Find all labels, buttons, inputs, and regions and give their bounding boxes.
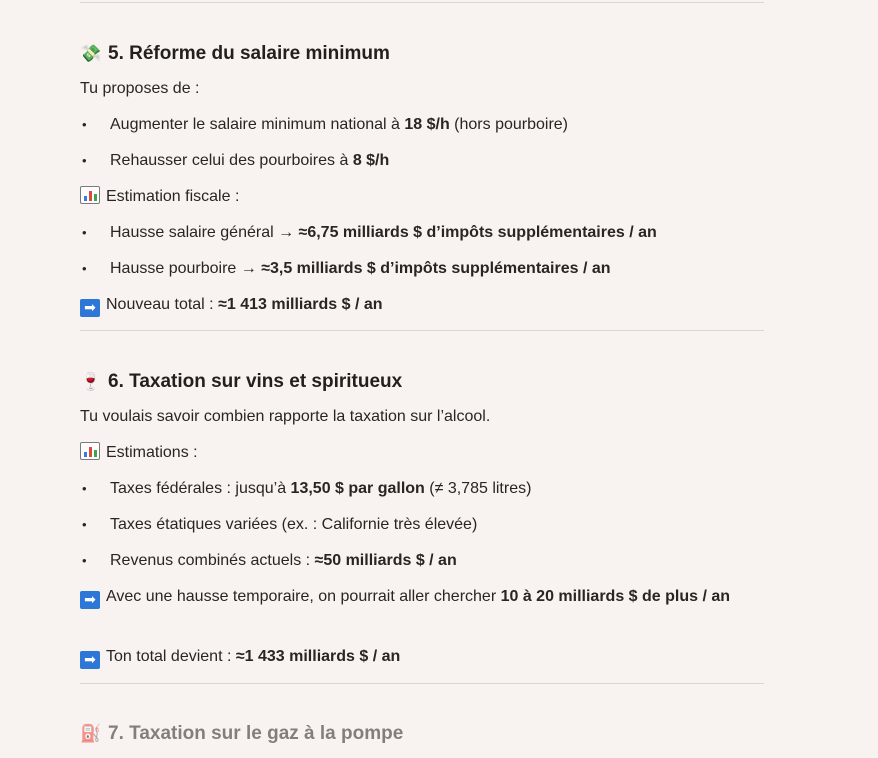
- right-arrow-icon: ➡: [80, 651, 100, 669]
- section-6-note: ➡ Avec une hausse temporaire, on pourrait aller chercher 10 à 20 milliards $ de plus / an: [80, 585, 764, 609]
- right-arrow-icon: ➡: [80, 591, 100, 609]
- fuel-pump-icon: ⛽: [80, 723, 102, 744]
- section-6-total: ➡ Ton total devient : ≈1 433 milliards $ / an: [80, 645, 400, 669]
- list-item: • Hausse salaire général → ≈6,75 milliards $ d’impôts supplémentaires / an: [80, 221, 657, 245]
- list-item: • Revenus combinés actuels : ≈50 milliards $ / an: [80, 549, 457, 573]
- section-5-total: ➡ Nouveau total : ≈1 413 milliards $ / an: [80, 293, 383, 317]
- section-7-title: 7. Taxation sur le gaz à la pompe: [108, 723, 404, 744]
- list-item: • Augmenter le salaire minimum national à 18 $/h (hors pourboire): [80, 113, 568, 137]
- money-icon: 💸: [80, 43, 102, 64]
- section-5-title: 5. Réforme du salaire minimum: [108, 43, 390, 64]
- list-item: • Hausse pourboire → ≈3,5 milliards $ d’impôts supplémentaires / an: [80, 257, 611, 281]
- wine-glass-icon: 🍷: [80, 371, 102, 392]
- list-item: • Taxes fédérales : jusqu’à 13,50 $ par gallon (≠ 3,785 litres): [80, 477, 531, 501]
- section-5-intro: Tu proposes de :: [80, 80, 200, 97]
- divider: [80, 330, 764, 331]
- divider: [80, 2, 764, 3]
- estimate-label: Estimations :: [80, 441, 198, 465]
- list-item: • Rehausser celui des pourboires à 8 $/h: [80, 149, 389, 173]
- list-item: • Taxes étatiques variées (ex. : Californie très élevée): [80, 513, 477, 537]
- bar-chart-icon: [80, 442, 100, 460]
- section-6-title: 6. Taxation sur vins et spiritueux: [108, 371, 403, 392]
- divider: [80, 683, 764, 684]
- right-arrow-icon: ➡: [80, 299, 100, 317]
- section-6-heading: [80, 369, 402, 395]
- section-7-heading: [80, 721, 403, 747]
- estimate-label: Estimation fiscale :: [80, 185, 239, 209]
- section-6-intro: Tu voulais savoir combien rapporte la taxation sur l’alcool.: [80, 408, 491, 425]
- bar-chart-icon: [80, 186, 100, 204]
- section-5-heading: [80, 41, 390, 67]
